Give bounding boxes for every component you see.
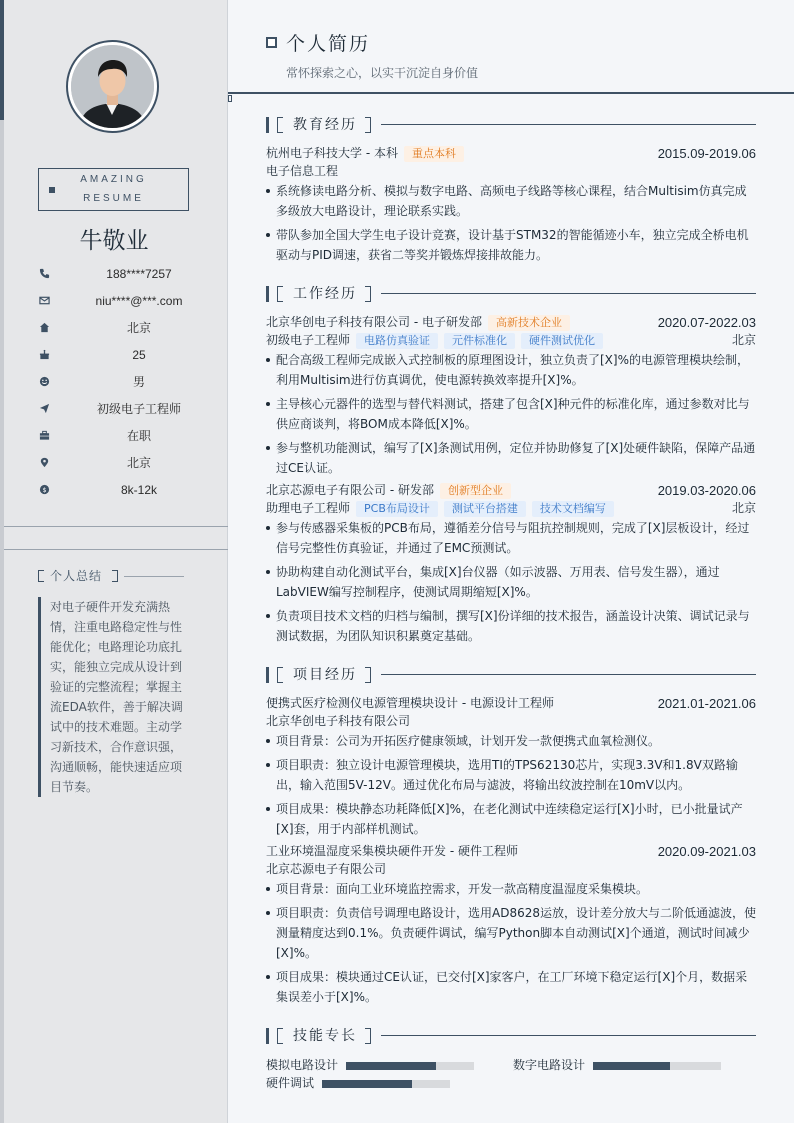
section-skills-heading (266, 1027, 756, 1045)
sidebar-accent-strip (0, 0, 4, 1123)
sidebar-divider-top (4, 526, 228, 527)
avatar (66, 40, 159, 133)
education-school-row (266, 145, 756, 162)
sidebar (0, 0, 228, 1123)
education-school: 杭州电子科技大学 - 本科 (266, 146, 398, 160)
education-bullet: 带队参加全国大学生电子设计竞赛，设计基于STM32的智能循迹小车，独立完成全桥电机驱动与PID调速，获省二等奖并锻炼焊接排故能力。 (266, 225, 756, 265)
education-date: 2015.09-2019.06 (657, 146, 756, 161)
skill-name: 数字电路设计 (513, 1058, 586, 1072)
project-company: 北京华创电子科技有限公司 (266, 714, 411, 728)
skill-item (266, 1057, 486, 1074)
section-work-heading (266, 285, 756, 303)
avatar-photo (71, 45, 154, 128)
person-name: 牛敬业 (79, 228, 149, 254)
section-education-heading (266, 116, 756, 134)
job-city: 北京 (731, 333, 756, 347)
phone-value: 188****7257 (106, 267, 172, 281)
hometown-value: 北京 (126, 321, 151, 335)
project-bullet: 项目成果：模块静态功耗降低[X]%，在老化测试中连续稳定运行[X]小时，已小批量试产[X]套，用于内部样机测试。 (266, 799, 756, 839)
education-major: 电子信息工程 (266, 164, 339, 178)
section-projects-heading (266, 666, 756, 684)
skill-level-bar (593, 1062, 721, 1070)
project-name: 工业环境温湿度采集模块硬件开发 - 硬件工程师 (266, 844, 518, 858)
section-education-label: 教育经历 (293, 117, 357, 133)
job-target-value: 初级电子工程师 (96, 402, 181, 416)
job-company-tag: 高新技术企业 (488, 315, 570, 331)
job-company-tag: 创新型企业 (440, 483, 511, 499)
job-bullet: 主导核心元器件的选型与替代料测试，搭建了包含[X]种元件的标准化库，通过参数对比与供应商谈判，将BOM成本降低[X]%。 (266, 394, 756, 434)
education-tag: 重点本科 (404, 146, 464, 162)
project-company-row (266, 861, 756, 878)
header-marker (228, 95, 232, 102)
job-skill-tag: 技术文档编写 (532, 501, 614, 517)
summary-heading (38, 567, 188, 585)
education-major-row (266, 163, 756, 180)
job-skill-tag: 硬件测试优化 (521, 333, 603, 349)
city-value: 北京 (126, 456, 151, 470)
project-bullet: 项目职责：独立设计电源管理模块，选用TI的TPS62130芯片，实现3.3V和1.8V双路输出，输入范围5V-12V。通过优化布局与滤波，将输出纹波控制在10mV以内。 (266, 755, 756, 795)
resume-header (228, 0, 794, 94)
page-title: 个人简历 (286, 33, 371, 55)
summary-heading-label: 个人总结 (50, 569, 103, 583)
job-date: 2020.07-2022.03 (657, 315, 756, 330)
badge-line-1: AMAZING (80, 174, 147, 185)
project-company: 北京芯源电子有限公司 (266, 862, 387, 876)
section-work-label: 工作经历 (293, 286, 357, 302)
project-bullet: 项目成果：模块通过CE认证，已交付[X]家客户，在工厂环境下稳定运行[X]个月，数据采集误差小于[X]%。 (266, 967, 756, 1007)
job-bullet: 负责项目技术文档的归档与编制，撰写[X]份详细的技术报告，涵盖设计决策、调试记录与测试数据，为团队知识积累奠定基础。 (266, 606, 756, 646)
info-gender (0, 370, 228, 397)
info-hometown (0, 316, 228, 343)
job-company: 北京华创电子科技有限公司 - 电子研发部 (266, 315, 482, 329)
skill-item (266, 1075, 486, 1092)
project-name-row (266, 843, 756, 860)
salary-value: 8k-12k (120, 483, 158, 497)
sidebar-divider-bottom (4, 549, 228, 550)
project-bullet: 项目职责：负责信号调理电路设计，选用AD8628运放，设计差分放大与二阶低通滤波，使测量精度达到0.1%。负责硬件调试，编写Python脚本自动测试[X]个通道，测试时间减少[X]%。 (266, 903, 756, 963)
info-phone (0, 262, 228, 289)
section-projects-label: 项目经历 (293, 667, 357, 683)
money-icon (38, 484, 50, 496)
email-value: niu****@***.com (95, 294, 183, 308)
info-status (0, 424, 228, 451)
main-content (228, 0, 794, 1123)
send-icon (38, 403, 50, 415)
job-company-row (266, 314, 756, 331)
job-skill-tag: PCB布局设计 (356, 501, 438, 517)
job-bullet: 参与传感器采集板的PCB布局，遵循差分信号与阻抗控制规则，完成了[X]层板设计，经过信号完整性仿真验证，并通过了EMC预测试。 (266, 518, 756, 558)
phone-icon (38, 268, 50, 280)
mail-icon (38, 295, 50, 307)
summary-text: 对电子硬件开发充满热情，注重电路稳定性与性能优化；电路理论功底扎实，能独立完成从设计到验证的完整流程；掌握主流EDA软件，善于解决调试中的技术难题。主动学习新技术，合作意识强，沟通顺畅，能快速适应项目节奏。 (38, 597, 188, 797)
education-bullet: 系统修读电路分析、模拟与数字电路、高频电子线路等核心课程，结合Multisim仿真完成多级放大电路设计，理论联系实践。 (266, 181, 756, 221)
skill-name: 模拟电路设计 (266, 1058, 339, 1072)
job-skill-tag: 电路仿真验证 (356, 333, 438, 349)
project-bullet: 项目背景：面向工业环境监控需求，开发一款高精度温湿度采集模块。 (266, 879, 756, 899)
gender-value: 男 (132, 375, 145, 389)
skill-item (513, 1057, 733, 1074)
job-company-row (266, 482, 756, 499)
job-city: 北京 (731, 501, 756, 515)
smile-icon (38, 376, 50, 388)
amazing-resume-badge (38, 168, 189, 211)
job-skill-tag: 元件标准化 (444, 333, 515, 349)
skill-level-bar (346, 1062, 474, 1070)
svg-text:$: $ (41, 485, 47, 494)
job-bullet: 配合高级工程师完成嵌入式控制板的原理图设计，独立负责了[X]%的电源管理模块绘制，利用Multisim进行仿真调优，使电源转换效率提升[X]%。 (266, 350, 756, 390)
job-role: 助理电子工程师 (266, 501, 351, 515)
page-motto: 常怀探索之心，以实干沉淀自身价值 (286, 66, 479, 80)
project-company-row (266, 713, 756, 730)
project-name: 便携式医疗检测仪电源管理模块设计 - 电源设计工程师 (266, 696, 554, 710)
info-age (0, 343, 228, 370)
job-bullet: 参与整机功能测试，编写了[X]条测试用例，定位并协助修复了[X]处硬件缺陷，保障产品通过CE认证。 (266, 438, 756, 478)
project-date: 2021.01-2021.06 (657, 696, 756, 711)
job-skill-tag: 测试平台搭建 (444, 501, 526, 517)
project-date: 2020.09-2021.03 (657, 844, 756, 859)
job-role: 初级电子工程师 (266, 333, 351, 347)
skill-level-bar (322, 1080, 450, 1088)
section-skills-label: 技能专长 (293, 1028, 357, 1044)
header-square-icon (266, 37, 277, 48)
job-date: 2019.03-2020.06 (657, 483, 756, 498)
contact-info-list (0, 262, 228, 505)
job-company: 北京芯源电子有限公司 - 研发部 (266, 483, 434, 497)
location-icon (38, 457, 50, 469)
job-role-row (266, 332, 756, 349)
home-icon (38, 322, 50, 334)
project-name-row (266, 695, 756, 712)
info-salary (0, 478, 228, 505)
info-city (0, 451, 228, 478)
info-email (0, 289, 228, 316)
age-value: 25 (132, 348, 146, 362)
skill-name: 硬件调试 (266, 1076, 315, 1090)
job-role-row (266, 500, 756, 517)
project-bullet: 项目背景：公司为开拓医疗健康领域，计划开发一款便携式血氧检测仪。 (266, 731, 756, 751)
status-value: 在职 (126, 429, 151, 443)
badge-line-2: RESUME (83, 193, 144, 204)
cake-icon (38, 349, 50, 361)
info-job-target (0, 397, 228, 424)
person-icon (71, 45, 154, 128)
briefcase-icon (38, 430, 50, 442)
job-bullet: 协助构建自动化测试平台，集成[X]台仪器（如示波器、万用表、信号发生器），通过LabVIEW编写控制程序，使测试周期缩短[X]%。 (266, 562, 756, 602)
